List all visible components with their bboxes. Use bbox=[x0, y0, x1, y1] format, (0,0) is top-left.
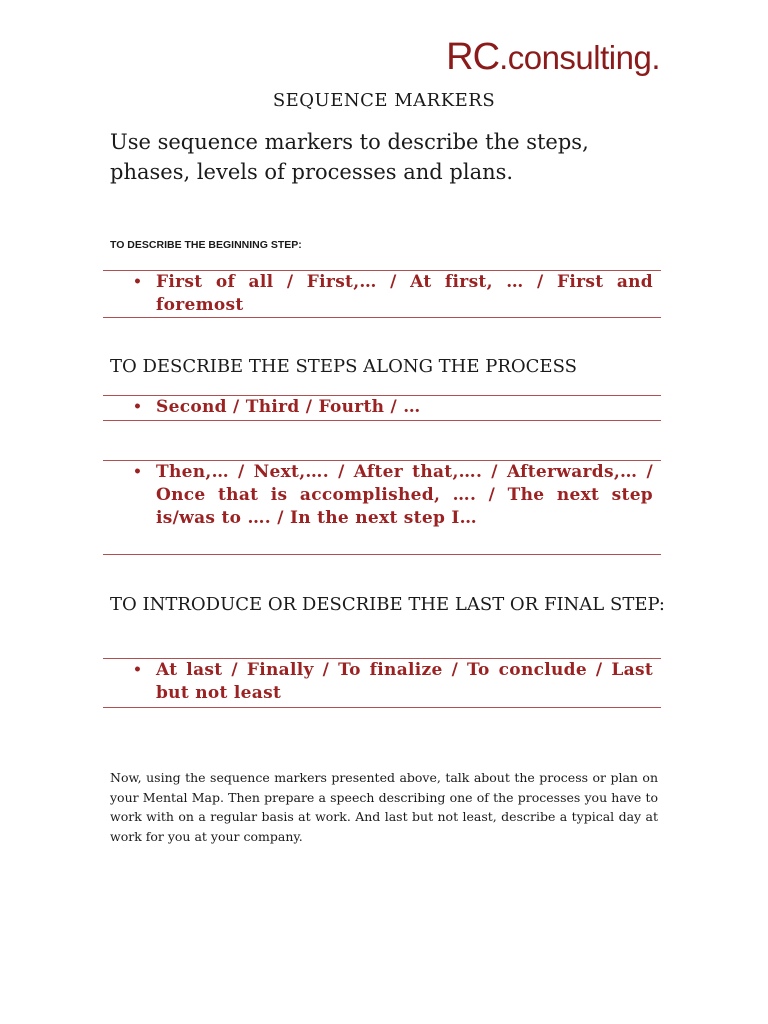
along-box-1 bbox=[103, 395, 661, 421]
beginning-heading: TO DESCRIBE THE BEGINNING STEP: bbox=[110, 239, 302, 251]
along-markers-transition: Then,… / Next,…. / After that,…. / Afterwards,… / Once that is accomplished, …. / The next step is/was to …. / In the next step I… bbox=[156, 462, 653, 528]
beginning-markers: First of all / First,… / At first, … / First and foremost bbox=[156, 272, 653, 315]
list-item bbox=[103, 396, 661, 419]
along-heading: TO DESCRIBE THE STEPS ALONG THE PROCESS bbox=[110, 356, 577, 377]
bullet-icon: • bbox=[133, 464, 143, 480]
final-heading: TO INTRODUCE OR DESCRIBE THE LAST OR FINAL STEP: bbox=[110, 594, 665, 615]
along-markers-ordinal: Second / Third / Fourth / … bbox=[156, 397, 421, 417]
beginning-box bbox=[103, 270, 661, 318]
final-markers: At last / Finally / To finalize / To conclude / Last but not least bbox=[156, 660, 653, 703]
logo-rc: RC bbox=[446, 36, 500, 78]
rc-consulting-logo bbox=[446, 38, 660, 76]
list-item bbox=[103, 271, 661, 317]
along-box-2 bbox=[103, 460, 661, 555]
final-box bbox=[103, 658, 661, 708]
bullet-icon: • bbox=[133, 274, 143, 290]
instruction-paragraph: Now, using the sequence markers presented above, talk about the process or plan on your Mental Map. Then prepare a speech describing one of the processes you have to work with on a regular basis at work. And last but not least, describe a typical day at work for you at your company. bbox=[110, 770, 658, 844]
list-item bbox=[103, 659, 661, 705]
bullet-icon: • bbox=[133, 399, 143, 415]
page-title: SEQUENCE MARKERS bbox=[272, 90, 496, 111]
list-item bbox=[103, 461, 661, 530]
logo-consulting: .consulting. bbox=[499, 39, 660, 76]
bullet-icon: • bbox=[133, 662, 143, 678]
intro-text: Use sequence markers to describe the steps, phases, levels of processes and plans. bbox=[110, 130, 589, 184]
